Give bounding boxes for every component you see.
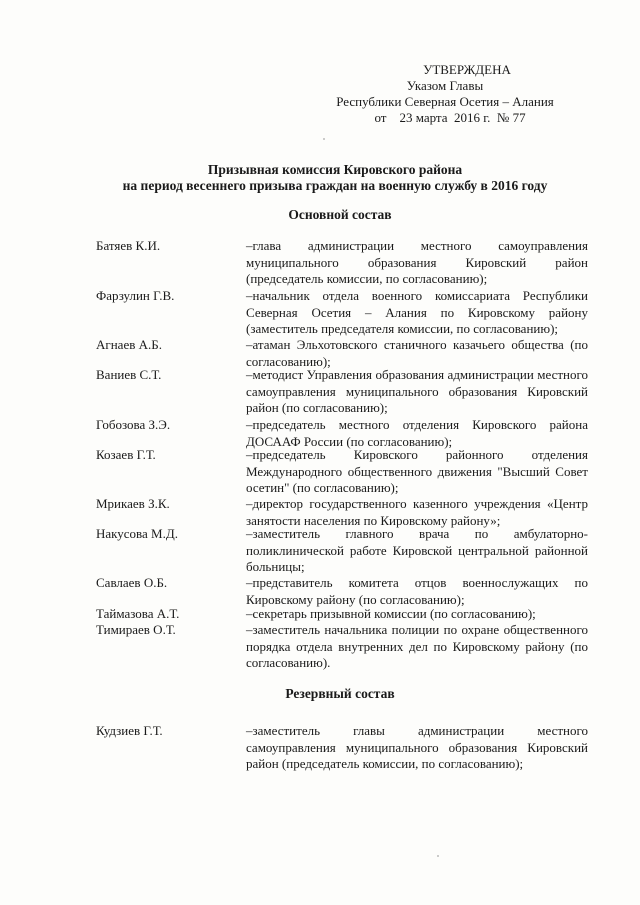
member-name: Тимираев О.Т. (96, 622, 176, 637)
member-role: –заместитель главного врача по амбулаторно-поликлинической работе Кировской центральной районной больницы; (246, 526, 588, 575)
section-main-heading: Основной состав (288, 207, 392, 222)
document-title (40, 162, 630, 194)
member-name: Савлаев О.Б. (96, 575, 168, 590)
approval-approved: УТВЕРЖДЕНА (423, 62, 511, 77)
approval-date-number: от 23 марта 2016 г. № 77 (374, 110, 526, 125)
approval-republic: Республики Северная Осетия – Алания (336, 94, 554, 109)
member-role: –представитель комитета отцов военнослужащих по Кировскому району (по согласованию); (246, 575, 588, 607)
member-name: Батяев К.И. (96, 238, 161, 253)
title-line-2: на период весеннего призыва граждан на военную службу в 2016 году (122, 178, 548, 193)
member-role: –глава администрации местного самоуправления муниципального образования Кировский район (председатель комиссии, по согласованию); (246, 238, 588, 287)
title-line-1: Призывная комиссия Кировского района (207, 162, 463, 177)
scan-speck (437, 855, 439, 857)
member-name: Таймазова А.Т. (96, 606, 180, 621)
member-name: Фарзулин Г.В. (96, 288, 175, 303)
member-role: –председатель местного отделения Кировского района ДОСААФ России (по согласованию); (246, 417, 588, 449)
member-role: –секретарь призывной комиссии (по согласованию); (246, 606, 536, 621)
approval-decree: Указом Главы (406, 78, 484, 93)
member-name: Кудзиев Г.Т. (96, 723, 163, 738)
member-role: –заместитель главы администрации местного самоуправления муниципального образования Кировский район (председатель комиссии, по согласованию); (246, 723, 588, 772)
section-reserve-heading: Резервный состав (285, 686, 395, 701)
approval-stamp (300, 62, 590, 126)
member-name: Накусова М.Д. (96, 526, 178, 541)
member-role: –методист Управления образования администрации местного самоуправления муниципального образования Кировский район (по согласованию); (246, 367, 588, 416)
member-role: –директор государственного казенного учреждения «Центр занятости населения по Кировскому району»; (246, 496, 588, 528)
member-role: –начальник отдела военного комиссариата Республики Северная Осетия – Алания по Кировскому району (заместитель председателя комиссии, по согласованию); (246, 288, 588, 337)
member-name: Ваниев С.Т. (96, 367, 162, 382)
member-name: Мрикаев З.К. (96, 496, 170, 511)
member-name: Гобозова З.Э. (96, 417, 171, 432)
member-name: Агнаев А.Б. (96, 337, 162, 352)
scan-speck (323, 138, 325, 140)
member-name: Козаев Г.Т. (96, 447, 156, 462)
member-role: –председатель Кировского районного отделения Международного общественного движения "Высший Совет осетин" (по согласованию); (246, 447, 588, 496)
member-role: –атаман Эльхотовского станичного казачьего общества (по согласованию); (246, 337, 588, 369)
member-role: –заместитель начальника полиции по охране общественного порядка отдела внутренних дел по Кировскому району (по согласованию). (246, 622, 588, 671)
